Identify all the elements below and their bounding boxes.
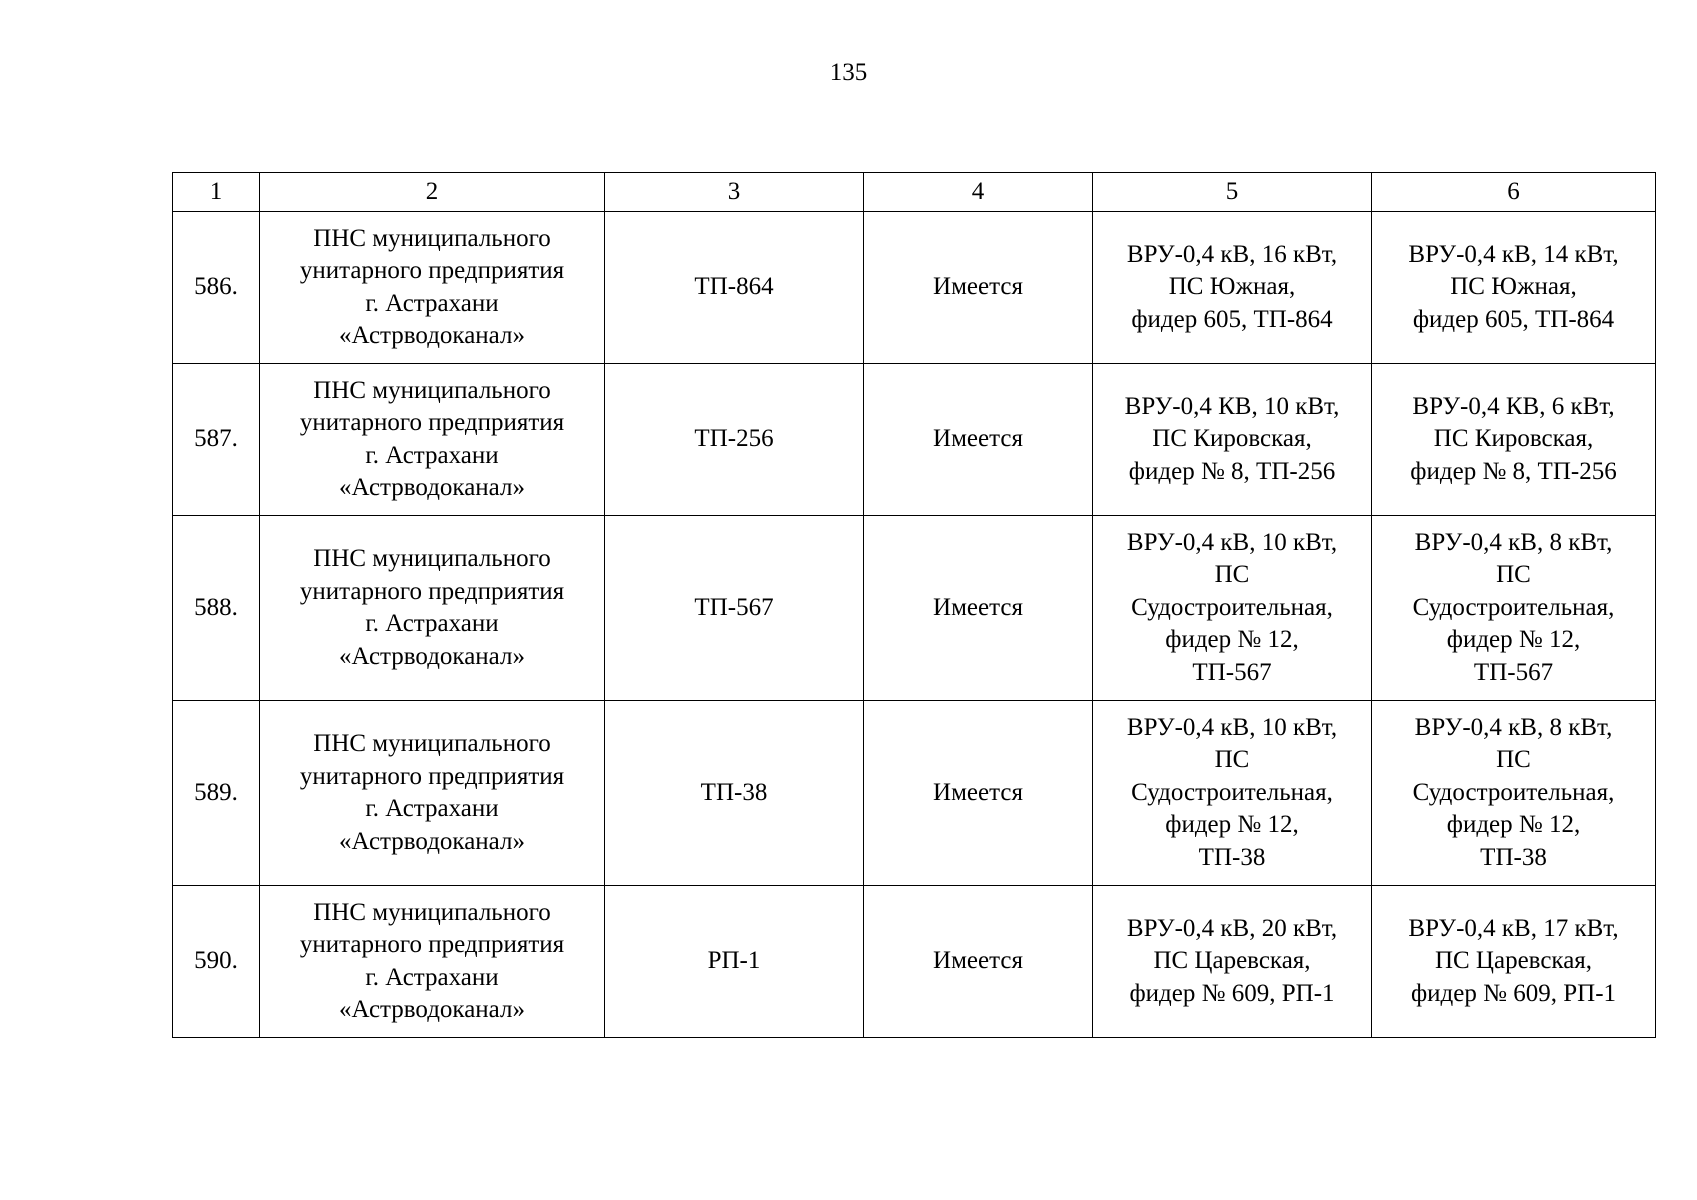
cell-line: ПНС муниципального: [313, 224, 551, 252]
page-number: 135: [829, 59, 868, 86]
column-header: 3: [605, 173, 864, 212]
cell-line: ПС: [1496, 746, 1531, 774]
cell-line: фидер 605, ТП-864: [1131, 305, 1333, 333]
cell-line: г. Астрахани: [365, 441, 499, 469]
column-5-cell: [1093, 516, 1372, 701]
cell-line: фидер № 12,: [1165, 811, 1299, 839]
cell-line: ВРУ-0,4 кВ, 20 кВт,: [1126, 914, 1338, 942]
cell-line: ПС: [1214, 746, 1250, 774]
cell-line: ПС Южная,: [1450, 273, 1577, 301]
availability-cell: Имеется: [864, 886, 1093, 1038]
cell-line: фидер № 609, РП-1: [1129, 979, 1335, 1007]
cell-line: фидер № 12,: [1165, 626, 1299, 654]
table-row: [173, 212, 1656, 364]
cell-line: унитарного предприятия: [299, 409, 565, 436]
cell-line: ПНС муниципального: [313, 898, 551, 926]
cell-line: ВРУ-0,4 КВ, 10 кВт,: [1124, 392, 1340, 420]
column-header: 6: [1372, 173, 1656, 212]
cell-line: Судостроительная,: [1131, 593, 1333, 621]
organization-cell: [260, 886, 605, 1038]
cell-line: «Астрводоканал»: [339, 642, 525, 670]
substation-cell: ТП-38: [605, 701, 864, 886]
cell-line: унитарного предприятия: [299, 762, 565, 790]
cell-line: ВРУ-0,4 кВ, 16 кВт,: [1126, 240, 1338, 268]
column-6-cell: [1372, 364, 1656, 516]
table-row: [173, 886, 1656, 1038]
cell-line: унитарного предприятия: [299, 577, 565, 605]
cell-line: ТП-567: [1192, 658, 1272, 686]
cell-line: «Астрводоканал»: [339, 322, 525, 349]
row-number-cell: 587.: [173, 364, 260, 516]
column-5-cell: [1093, 212, 1372, 364]
cell-line: унитарного предприятия: [299, 931, 565, 958]
cell-line: Судостроительная,: [1131, 778, 1333, 806]
cell-line: ВРУ-0,4 КВ, 6 кВт,: [1412, 392, 1615, 420]
cell-line: ПС Кировская,: [1152, 425, 1312, 453]
cell-line: фидер № 12,: [1446, 811, 1581, 839]
column-6-cell: [1372, 701, 1656, 886]
cell-line: ПС: [1214, 561, 1250, 589]
column-5-cell: [1093, 886, 1372, 1038]
cell-line: фидер № 609, РП-1: [1410, 979, 1617, 1007]
cell-line: фидер 605, ТП-864: [1412, 305, 1615, 333]
substation-cell: ТП-256: [605, 364, 864, 516]
column-header: 1: [173, 173, 260, 212]
organization-cell: [260, 212, 605, 364]
cell-line: ПНС муниципального: [313, 545, 551, 572]
availability-cell: Имеется: [864, 701, 1093, 886]
availability-cell: Имеется: [864, 364, 1093, 516]
cell-line: «Астрводоканал»: [339, 474, 525, 501]
cell-line: ТП-38: [1480, 843, 1547, 871]
table-row: [173, 516, 1656, 701]
substation-cell: ТП-864: [605, 212, 864, 364]
column-6-cell: [1372, 886, 1656, 1038]
cell-line: г. Астрахани: [365, 963, 499, 991]
organization-cell: [260, 364, 605, 516]
table-row: [173, 364, 1656, 516]
table-header-row: [173, 173, 1656, 212]
cell-line: ПС Кировская,: [1433, 425, 1594, 453]
substation-cell: ТП-567: [605, 516, 864, 701]
column-5-cell: [1093, 701, 1372, 886]
substation-cell: РП-1: [605, 886, 864, 1038]
cell-line: Судостроительная,: [1412, 593, 1615, 621]
row-number-cell: 590.: [173, 886, 260, 1038]
organization-cell: [260, 516, 605, 701]
cell-line: ВРУ-0,4 кВ, 17 кВт,: [1408, 914, 1619, 942]
cell-line: г. Астрахани: [365, 610, 499, 637]
cell-line: ПНС муниципального: [313, 376, 551, 404]
cell-line: ВРУ-0,4 кВ, 8 кВт,: [1414, 713, 1613, 741]
cell-line: фидер № 12,: [1446, 626, 1581, 654]
cell-line: Судостроительная,: [1412, 778, 1615, 806]
availability-cell: Имеется: [864, 212, 1093, 364]
organization-cell: [260, 701, 605, 886]
cell-line: ТП-38: [1198, 843, 1266, 871]
cell-line: унитарного предприятия: [299, 257, 565, 284]
cell-line: г. Астрахани: [365, 289, 499, 317]
cell-line: ПС Южная,: [1168, 273, 1296, 301]
row-number-cell: 586.: [173, 212, 260, 364]
cell-line: «Астрводоканал»: [339, 996, 525, 1023]
column-6-cell: [1372, 212, 1656, 364]
row-number-cell: 588.: [173, 516, 260, 701]
cell-line: ПС Царевская,: [1153, 947, 1311, 975]
column-header: 4: [864, 173, 1093, 212]
cell-line: ПС: [1496, 561, 1531, 589]
cell-line: ВРУ-0,4 кВ, 10 кВт,: [1126, 528, 1338, 556]
cell-line: ТП-567: [1473, 658, 1554, 686]
column-header: 5: [1093, 173, 1372, 212]
cell-line: «Астрводоканал»: [339, 827, 525, 855]
cell-line: фидер № 8, ТП-256: [1410, 457, 1617, 485]
cell-line: ПНС муниципального: [313, 730, 551, 757]
cell-line: ВРУ-0,4 кВ, 10 кВт,: [1126, 713, 1338, 741]
cell-line: г. Астрахани: [365, 795, 499, 822]
cell-line: ВРУ-0,4 кВ, 14 кВт,: [1408, 240, 1619, 268]
cell-line: ПС Царевская,: [1434, 947, 1593, 975]
data-table: [172, 172, 1656, 1038]
availability-cell: Имеется: [864, 516, 1093, 701]
column-6-cell: [1372, 516, 1656, 701]
table-row: [173, 701, 1656, 886]
row-number-cell: 589.: [173, 701, 260, 886]
column-header: 2: [260, 173, 605, 212]
column-5-cell: [1093, 364, 1372, 516]
cell-line: фидер № 8, ТП-256: [1128, 457, 1336, 485]
cell-line: ВРУ-0,4 кВ, 8 кВт,: [1414, 528, 1613, 556]
